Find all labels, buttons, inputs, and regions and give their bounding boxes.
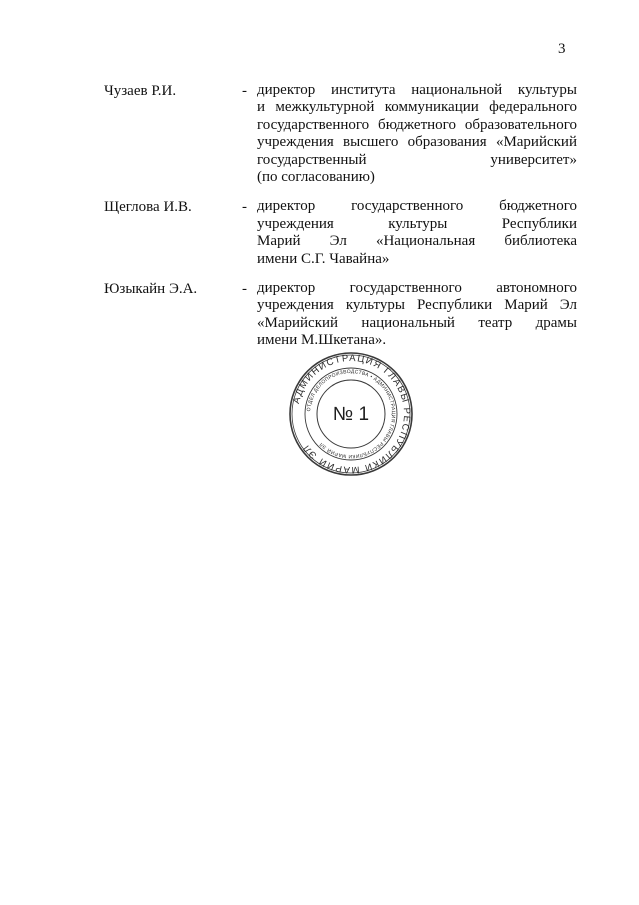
description-line: учреждения культуры Республики Марий Эл (257, 297, 577, 314)
entry-name: Чузаев Р.И. (104, 83, 177, 99)
description-line: имени С.Г. Чавайна» (257, 250, 390, 267)
description-line: Марий Эл «Национальная библиотека (257, 233, 577, 250)
entry-name: Щеглова И.В. (104, 199, 192, 216)
entry-yuzykain (0, 280, 639, 350)
entry-name: Юзыкайн Э.А. (104, 281, 198, 298)
entries-list (0, 82, 639, 362)
seal-number: № 1 (332, 404, 370, 425)
description-line: директор государственного автономного (257, 280, 577, 297)
description-line: учреждения высшего образования «Марийский (257, 134, 577, 151)
description-line: (по согласованию) (257, 169, 375, 186)
official-seal-stamp (288, 351, 414, 477)
entry-shcheglova (0, 198, 639, 268)
description-line: директор института национальной культуры (257, 82, 577, 98)
seal-outer-text: АДМИНИСТРАЦИЯ ГЛАВЫ РЕСПУБЛИКИ МАРИЙ ЭЛ (291, 352, 413, 476)
entry-description (257, 280, 577, 350)
description-line: имени М.Шкетана». (257, 332, 387, 349)
page-number: 3 (558, 41, 566, 57)
entry-chuzaev (0, 82, 639, 186)
description-line: и межкультурной коммуникации федерального (257, 99, 577, 116)
entry-dash: - (242, 199, 247, 216)
description-line: учреждения культуры Республики (257, 215, 577, 232)
entry-dash: - (242, 281, 247, 298)
entry-dash: - (242, 83, 247, 99)
entry-description (257, 198, 577, 268)
entry-description (257, 82, 577, 186)
description-line: «Марийский национальный театр драмы (257, 314, 577, 331)
description-line: государственного бюджетного образовательного (257, 116, 577, 133)
seal-inner-text: ОТДЕЛ ДЕЛОПРОИЗВОДСТВА • АДМИНИСТРАЦИЯ ГЛАВЫ РЕСПУБЛИКИ МАРИЙ ЭЛ (306, 368, 397, 460)
description-line: государственный университет» (257, 151, 577, 168)
description-line: директор государственного бюджетного (257, 198, 577, 215)
